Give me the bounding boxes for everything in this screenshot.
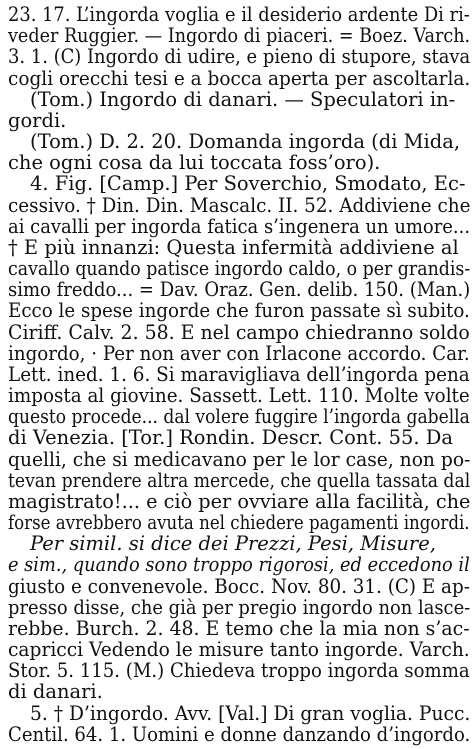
text-line: Stor. 5. 115. (M.) Chiedeva troppo ingorda somma — [8, 659, 470, 683]
text-line: forse avrebbero avuta nel chiedere pagamenti ingordi. — [8, 511, 470, 535]
text-line: (Tom.) D. 2. 20. Domanda ingorda (di Mida, — [30, 130, 461, 154]
text-line: 4. Fig. [Camp.] Per Soverchio, Smodato, Ec- — [30, 172, 466, 196]
text-line: Centil. 64. 1. Uomini e donne danzando d’ingordo. — [8, 722, 471, 746]
text-line: di Venezia. [Tor.] Rondin. Descr. Cont. 55. Da — [8, 426, 453, 450]
text-line: magistrato!... e ciò per ovviare alla facilità, che — [8, 489, 471, 513]
text-line: che ogni cosa da lui toccata foss’oro). — [8, 151, 381, 175]
text-line: (Tom.) Ingordo di danari. — Speculatori in- — [30, 87, 456, 111]
text-line: ai cavalli per ingorda fatica s’ingenera un umore... — [8, 214, 471, 238]
text-line: Ecco le spese ingorde che furon passate sì subito. — [8, 299, 470, 323]
text-line: veder Ruggier. — Ingordo di piaceri. = Boez. Varch. — [8, 24, 471, 48]
text-line: 3. 1. (C) Ingordo di udire, e pieno di stupore, stava — [8, 45, 471, 69]
text-line: cavallo quando patisce ingordo caldo, o per grandis- — [8, 257, 471, 281]
text-line: Lett. ined. 1. 6. Si maravigliava dell’ingorda pena — [8, 362, 470, 386]
text-line: e sim., quando sono troppo rigorosi, ed eccedono il — [8, 553, 470, 577]
text-line: 5. † D’ingordo. Avv. [Val.] Di gran voglia. Pucc. — [30, 701, 471, 725]
text-line: giusto e convenevole. Bocc. Nov. 80. 31. (C) E ap- — [8, 574, 470, 598]
text-line: rebbe. Burch. 2. 48. E temo che la mia non s’ac- — [8, 616, 470, 640]
text-line: questo procede... dal volere fuggire l’ingorda gabella — [8, 405, 470, 429]
text-line: † E più innanzi: Questa infermità addiviene al — [8, 235, 459, 259]
text-line: Ciriff. Calv. 2. 58. E nel campo chiedranno soldo — [8, 320, 470, 344]
text-line: 23. 17. L’ingorda voglia e il desiderio ardente Di ri- — [8, 3, 470, 26]
text-line: cogli orecchi tesi e a bocca aperta per ascoltarla. — [8, 66, 471, 90]
text-line: ingordo, · Per non aver con Irlacone accordo. Car. — [8, 341, 470, 365]
text-line: presso disse, che già per pregio ingordo non lasce- — [8, 595, 471, 619]
text-line: capricci Vedendo le misure tanto ingorde. Varch. — [8, 638, 470, 662]
text-line: cessivo. † Din. Din. Mascalc. II. 52. Addiviene che — [8, 193, 471, 217]
text-line: di danari. — [8, 680, 103, 704]
text-line: quelli, che si medicavano per le lor case, non po- — [8, 447, 471, 471]
text-line: tevan prendere altra mercede, che quella tassata dal — [8, 468, 471, 492]
text-line: Per simil. si dice dei Prezzi, Pesi, Misure, — [30, 532, 436, 556]
text-line: imposta al giovine. Sassett. Lett. 110. Molte volte — [8, 384, 470, 408]
text-line: simo freddo... = Dav. Oraz. Gen. delib. 150. (Man.) — [8, 278, 471, 302]
text-line: gordi. — [8, 108, 67, 132]
